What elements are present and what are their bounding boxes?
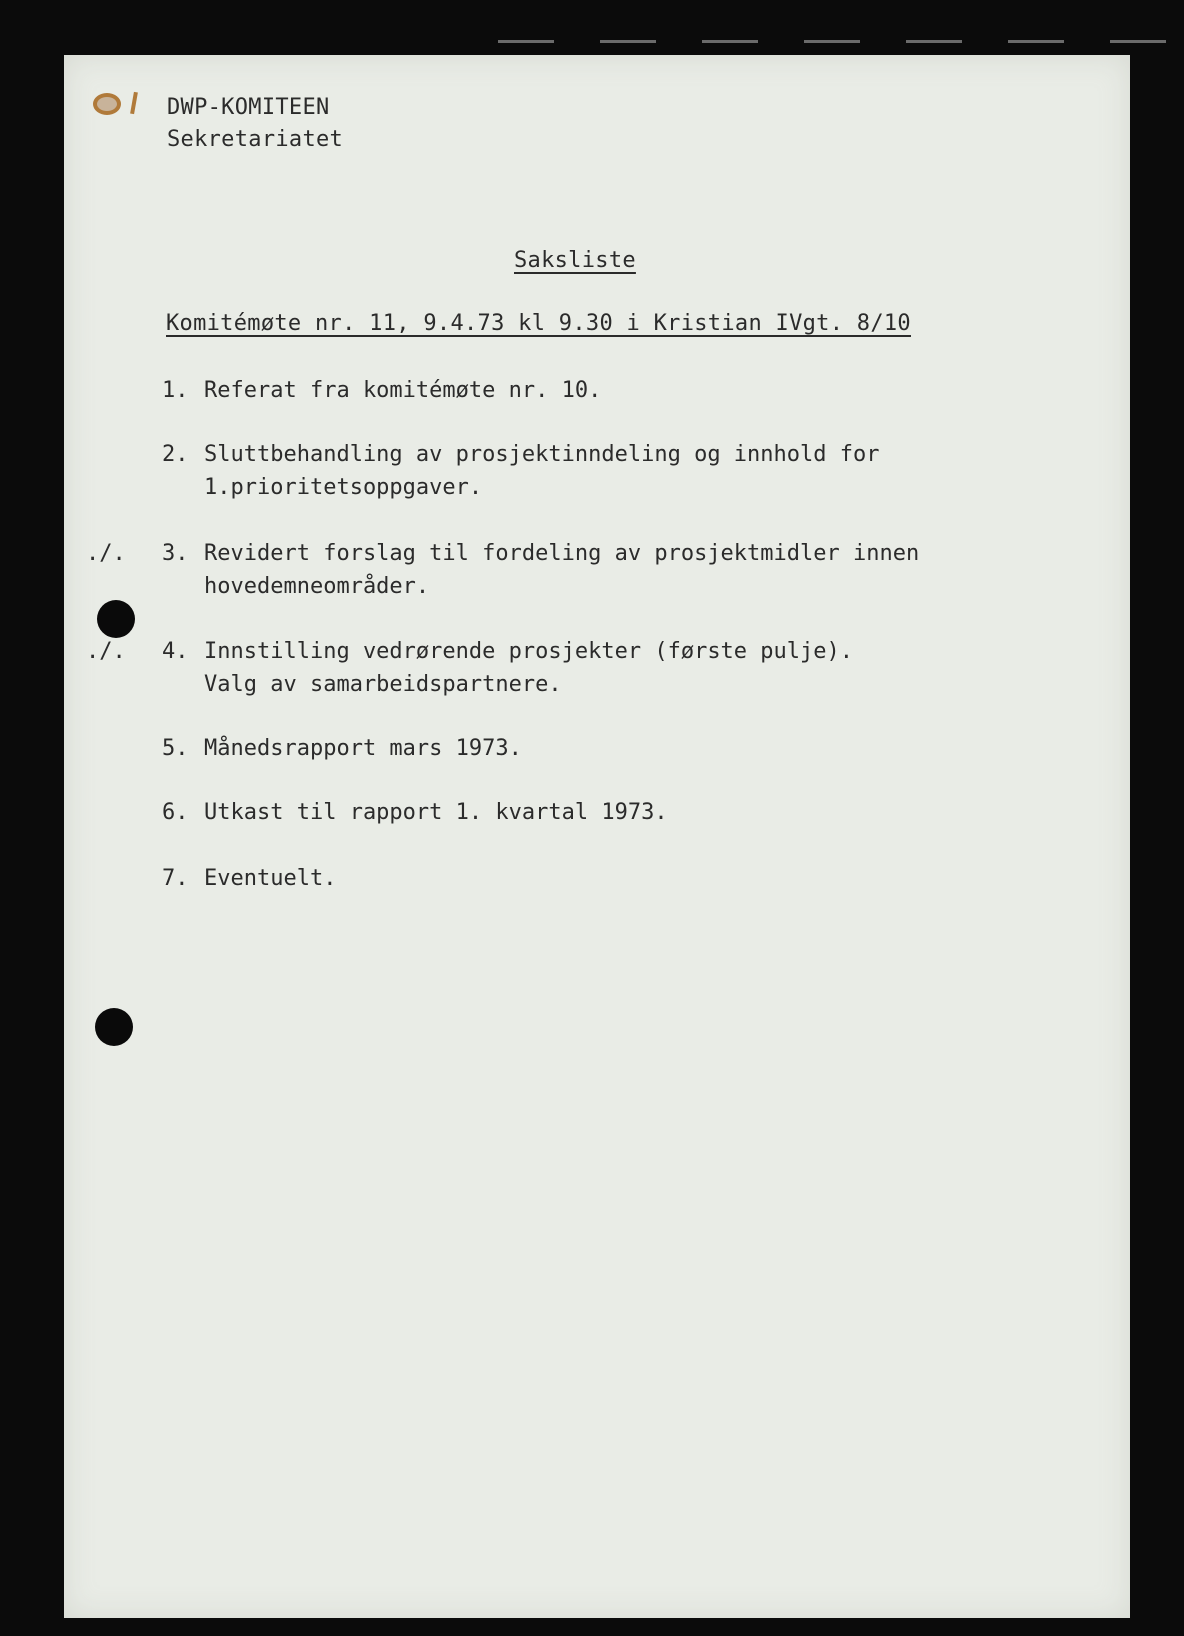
agenda-item-text: Valg av samarbeidspartnere. (204, 672, 562, 697)
meeting-line: Komitémøte nr. 11, 9.4.73 kl 9.30 i Kristian IVgt. 8/10 (166, 311, 911, 336)
scan-artifact (1110, 40, 1166, 43)
agenda-item-number: 4. (162, 639, 189, 664)
scan-artifact (498, 40, 554, 43)
agenda-item-number: 6. (162, 800, 189, 825)
punch-hole (97, 600, 135, 638)
agenda-item-text: Revidert forslag til fordeling av prosjektmidler innen (204, 541, 920, 566)
agenda-item-number: 5. (162, 736, 189, 761)
scan-artifact (702, 40, 758, 43)
agenda-item-text: Sluttbehandling av prosjektinndeling og innhold for (204, 442, 880, 467)
scan-artifact (600, 40, 656, 43)
agenda-item-number: 2. (162, 442, 189, 467)
scan-artifact (906, 40, 962, 43)
scan-artifact (1008, 40, 1064, 43)
agenda-item-text: Referat fra komitémøte nr. 10. (204, 378, 602, 403)
agenda-item-text: hovedemneområder. (204, 574, 430, 599)
agenda-item-text: Eventuelt. (204, 866, 337, 891)
punch-hole (95, 1008, 133, 1046)
document-page (64, 55, 1130, 1618)
agenda-item-number: 1. (162, 378, 189, 403)
agenda-item-text: 1.prioritetsoppgaver. (204, 475, 483, 500)
agenda-item-text: Månedsrapport mars 1973. (204, 736, 522, 761)
agenda-item-text: Innstilling vedrørende prosjekter (første pulje). (204, 639, 854, 664)
document-title: Saksliste (514, 248, 636, 273)
agenda-item-text: Utkast til rapport 1. kvartal 1973. (204, 800, 668, 825)
rust-stain (93, 93, 121, 115)
scan-artifact (804, 40, 860, 43)
agenda-item-number: 7. (162, 866, 189, 891)
agenda-item-number: 3. (162, 541, 189, 566)
header-dept: Sekretariatet (167, 127, 344, 152)
enclosure-mark: ./. (86, 541, 126, 566)
enclosure-mark: ./. (86, 639, 126, 664)
header-org: DWP-KOMITEEN (167, 95, 330, 120)
